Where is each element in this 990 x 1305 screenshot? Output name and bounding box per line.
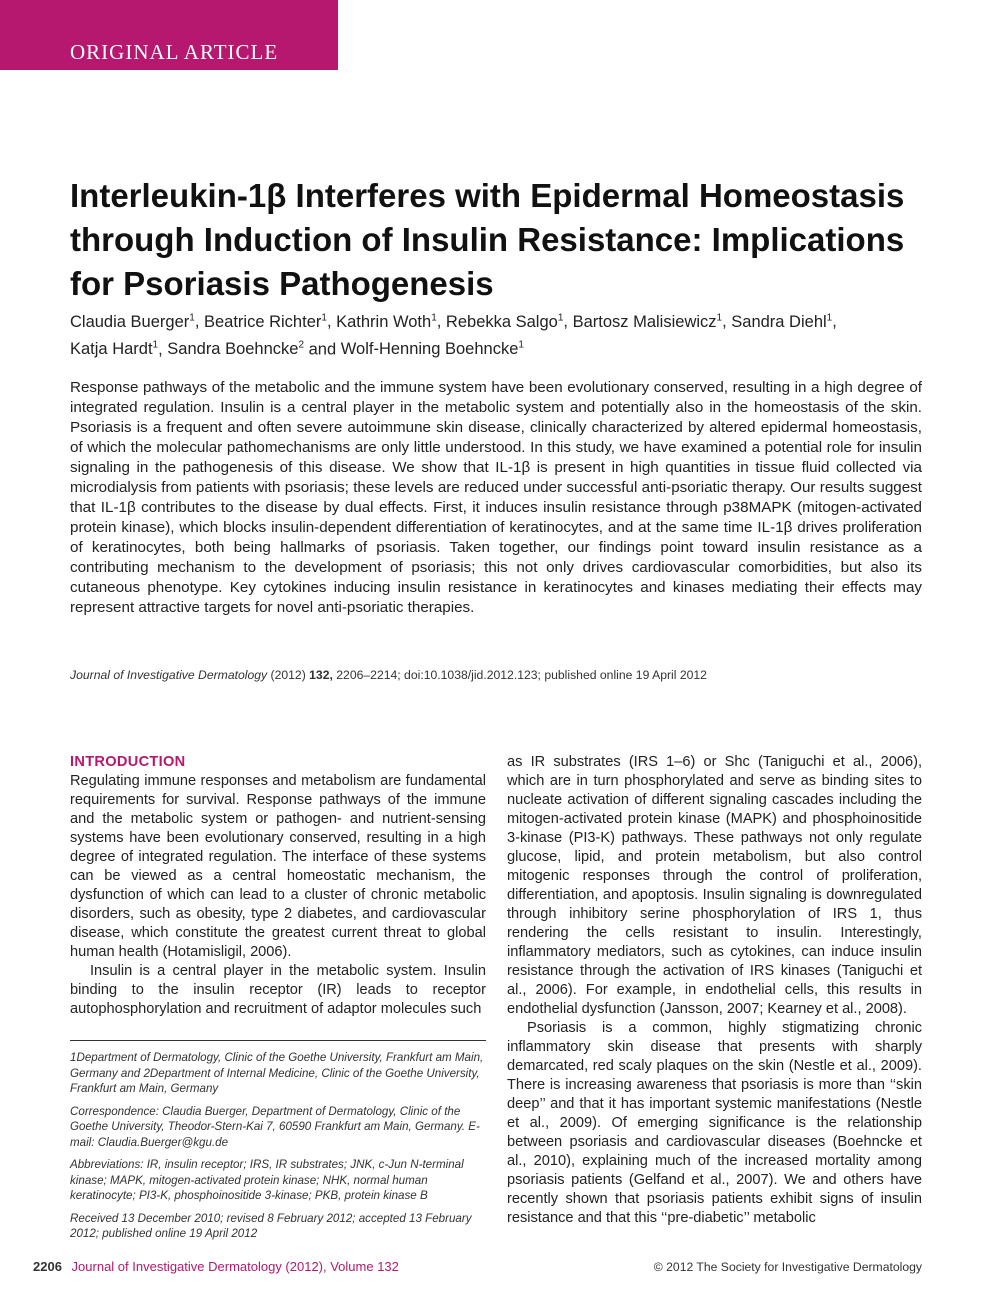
author: Rebekka Salgo$^1$ <box>445 312 564 331</box>
body-paragraph: Insulin is a central player in the metabolic system. Insulin binding to the insulin receptor (IR) leads to receptor autophosphorylation and recruitment of adaptor molecules such <box>70 963 486 1017</box>
author: Sandra Boehncke$^2$ <box>167 339 305 358</box>
affiliations-note: 1Department of Dermatology, Clinic of the Goethe University, Frankfurt am Main, Germany and 2Department of Internal Medicine, Clinic of the Goethe University, Frankfurt am Main, Germany <box>70 1051 484 1095</box>
section-label: ORIGINAL ARTICLE <box>70 40 279 64</box>
body-paragraph: Psoriasis is a common, highly stigmatizing chronic inflammatory skin disease that presents with sharply demarcated, red scaly plaques on the skin (Nestle et al., 2009). There is increasing awareness that psoriasis is more than ‘‘skin deep’’ and that it has important systemic manifestations (Nestle et al., 2009). Of emerging significance is the relationship between psoriasis and cardiovascular diseases (Boehncke et al., 2010), explaining much of the increased mortality among psoriasis patients (Gelfand et al., 2007). We and others have recently shown that psoriasis patients exhibit signs of insulin resistance and that this ‘‘pre-diabetic’’ metabolic <box>507 1020 922 1226</box>
author: Kathrin Woth$^1$ <box>336 312 437 331</box>
article-title: Interleukin-1β Interferes with Epidermal Homeostasis through Induction of Insulin Resistance: Implications for Psoriasis Pathogenesis <box>70 177 905 302</box>
section-heading: INTRODUCTION <box>70 754 186 770</box>
author: Claudia Buerger$^1$ <box>70 312 195 331</box>
author-list: Claudia Buerger$^1$, Beatrice Richter$^1$, Kathrin Woth$^1$, Rebekka Salgo$^1$, Bartosz Malisiewicz$^1$, Sandra Diehl$^1$, Katja Hardt$^1$, Sandra Boehncke$^2$ and Wolf-Henning Boehncke$^1$ <box>70 312 837 358</box>
footer-journal: Journal of Investigative Dermatology (2012), Volume 132 <box>71 1259 399 1274</box>
body-paragraph: Regulating immune responses and metabolism are fundamental requirements for survival. Response pathways of the immune and the metabolic system or pathogen- and nutrient-sensing systems have been evolutionary conserved, resulting in a high degree of integrated regulation. The interface of these systems can be viewed as a central homeostatic mechanism, the dysfunction of which can lead to a cluster of chronic metabolic disorders, such as obesity, type 2 diabetes, and cardiovascular disease, which constitute the greatest current threat to global human health (Hotamisligil, 2006). <box>70 773 486 960</box>
footer-copyright: © 2012 The Society for Investigative Dermatology <box>653 1260 922 1274</box>
abbreviations-note: Abbreviations: IR, insulin receptor; IRS, IR substrates; JNK, c-Jun N-terminal kinase; MAPK, mitogen-activated protein kinase; NHK, normal human keratinocyte; PI3-K, phosphoinositide 3-kinase; PKB, protein kinase B <box>70 1158 464 1202</box>
citation-pages: 2206–2214; doi:10.1038/jid.2012.123; published online 19 April 2012 <box>336 668 707 682</box>
author: Bartosz Malisiewicz$^1$ <box>572 312 723 331</box>
citation-volume: 132, <box>309 668 333 682</box>
citation-line <box>70 667 930 683</box>
citation-year: (2012) <box>270 668 306 682</box>
correspondence-note: Correspondence: Claudia Buerger, Department of Dermatology, Clinic of the Goethe University, Theodor-Stern-Kai 7, 60590 Frankfurt am Main, Germany. E-mail: Claudia.Buerger@kgu.de <box>70 1104 480 1149</box>
body-paragraph: as IR substrates (IRS 1–6) or Shc (Taniguchi et al., 2006), which are in turn phosphorylated and serve as binding sites to nucleate activation of different signaling cascades including the mitogen-activated protein kinase (MAPK) and phosphoinositide 3-kinase (PI3-K) pathways. These pathways not only regulate glucose, lipid, and protein metabolism, but also control mitogenic responses through the control of proliferation, differentiation, and apoptosis. Insulin signaling is downregulated through inhibitory serine phosphorylation of IRS 1, thus rendering the cells resistant to insulin. Interestingly, inflammatory mediators, such as cytokines, can induce insulin resistance through the activation of IRS kinases (Taniguchi et al., 2006). For example, in endothelial cells, this results in endothelial dysfunction (Jansson, 2007; Kearney et al., 2008). <box>507 754 922 1017</box>
author: Sandra Diehl$^1$ <box>731 312 833 331</box>
abstract: Response pathways of the metabolic and the immune system have been evolutionary conserved, resulting in a high degree of integrated regulation. Insulin is a central player in the metabolic system and potentially also in the homeostasis of the skin. Psoriasis is a frequent and often severe autoimmune skin disease, clinically characterized by altered epidermal homeostasis, of which the molecular pathomechanisms are only little understood. In this study, we have examined a potential role for insulin signaling in the pathogenesis of this disease. We show that IL-1β is present in high quantities in tissue fluid collected via microdialysis from patients with psoriasis; these levels are reduced under successful anti-psoriatic therapy. Our results suggest that IL-1β contributes to the disease by dual effects. First, it induces insulin resistance through p38MAPK (mitogen-activated protein kinase), which blocks insulin-dependent differentiation of keratinocytes, and at the same time IL-1β drives proliferation of keratinocytes, both being hallmarks of psoriasis. Taken together, our findings point toward insulin resistance as a contributing mechanism to the development of psoriasis; this not only drives cardiovascular comorbidities, but also its cutaneous phenotype. Key cytokines inducing insulin resistance in keratinocytes and kinases mediating their effects may represent attractive targets for novel anti-psoriatic therapies. <box>70 379 922 616</box>
footer-left <box>33 1259 399 1274</box>
author-joiner: and <box>308 340 337 358</box>
body-column-right <box>507 753 922 1228</box>
author: Beatrice Richter$^1$ <box>203 312 327 331</box>
page-number: 2206 <box>33 1259 62 1274</box>
footnotes <box>70 1040 486 1249</box>
received-note: Received 13 December 2010; revised 8 February 2012; accepted 13 February 2012; published online 19 April 2012 <box>70 1211 472 1240</box>
author: Wolf-Henning Boehncke$^1$ <box>340 339 524 358</box>
citation-journal: Journal of Investigative Dermatology <box>70 668 268 682</box>
body-column-left <box>70 753 486 1019</box>
author: Katja Hardt$^1$ <box>70 339 159 358</box>
